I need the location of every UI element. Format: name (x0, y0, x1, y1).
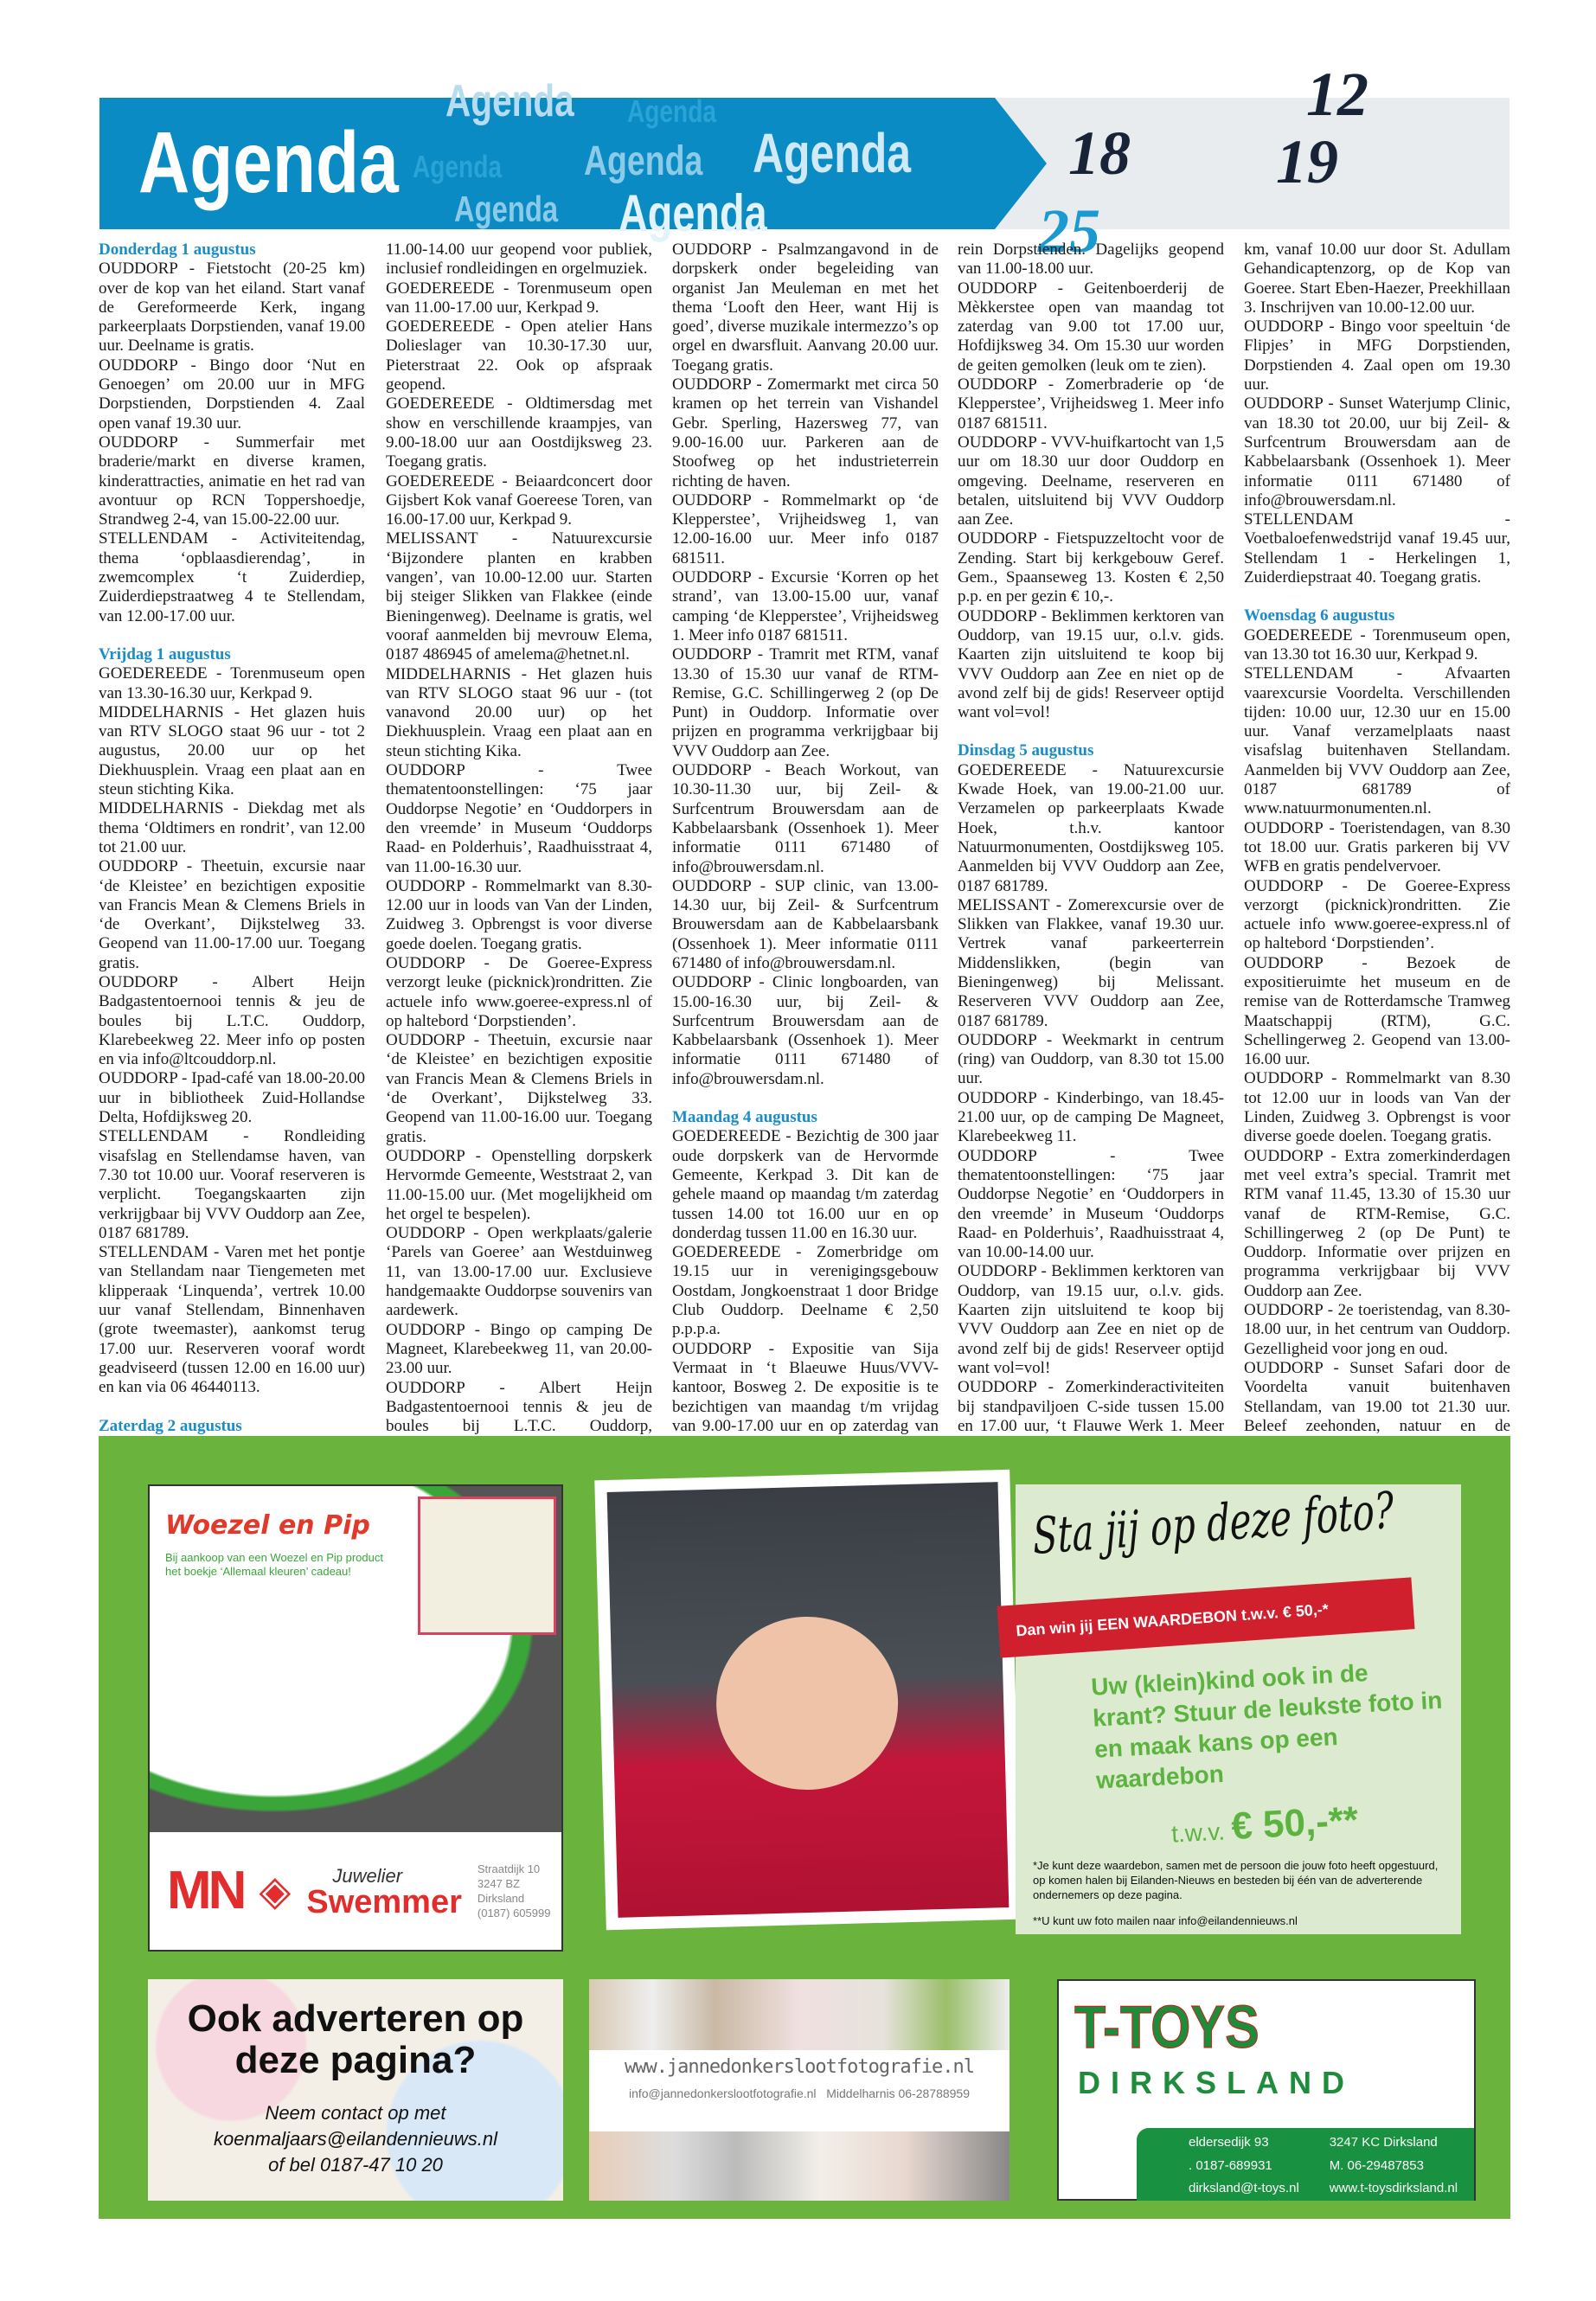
advertise-headline: Ook adverteren op deze pagina? (187, 1997, 524, 2081)
baby-photo (594, 1470, 1021, 1930)
agenda-item: OUDDORP - Kinderbingo, van 18.45-21.00 uur, op de camping De Magneet, Klarebeekweg 11. (958, 1088, 1224, 1146)
agenda-item: OUDDORP - Theetuin, excursie naar ‘de Kleistee’ en bezichtigen expositie van Francis Mean & Clemens Briels in ‘de Overkant’, Dijkstelweg 33. Geopend van 11.00-17.00 uur. Toegang gratis. (99, 857, 365, 972)
advertise-phone: of bel 0187-47 10 20 (268, 2154, 443, 2176)
banner-deco-text: Agenda (413, 149, 502, 184)
agenda-item: OUDDORP - Geitenboerderij de Mèkkerstee open van maandag tot zaterdag van 9.00 tot 17.00 uur, Hofdijksweg 34. Om 15.30 uur worden de geiten gemolken (leuk om te zien). (958, 279, 1224, 375)
agenda-item: OUDDORP - Twee thematentoonstellingen: ‘75 jaar Ouddorpse Negotie’ en ‘Ouddorpers in den vreemde’ in Museum ‘Ouddorps Raad- en Polderhuis’, Raadhuisstraat 4, van 10.00-14.00 uur. (958, 1146, 1224, 1262)
agenda-item: OUDDORP - Sunset Safari door de Voordelta vanuit buitenhaven Stellandam, van 19.00 tot 21.30 uur. Beleef zeehonden, natuur en de (1244, 1358, 1510, 1435)
agenda-item: OUDDORP - Clinic longboarden, van 15.00-16.30 uur, bij Zeil- & Surfcentrum Brouwersdam aan de Kabbelaarsbank (Ossenhoek 1). Meer informatie 0111 671480 of info@brouwersdam.nl. (672, 973, 939, 1088)
agenda-item: OUDDORP - Open werkplaats/galerie ‘Parels van Goeree’ aan Westduinweg 11, van 13.00-17.00 uur. Exclusieve handgemaakte Ouddorpse souvenirs van aardewerk. (386, 1224, 652, 1320)
contest-body: Uw (klein)kind ook in de krant? Stuur de leukste foto in en maak kans op een waardebon (1090, 1659, 1444, 1794)
photo-collage-bottom (589, 2131, 1010, 2201)
banner-deco-text: Agenda (445, 76, 574, 126)
agenda-item: OUDDORP - Excursie ‘Korren op het strand’, van 13.00-15.00 uur, vanaf camping ‘de Klepperstee’, Vrijheidsweg 1. Meer info 0187 681511. (672, 568, 939, 644)
ttoys-contact (1137, 2128, 1474, 2201)
woezel-pip-products-image (150, 1486, 561, 1832)
advertisement-section (99, 1436, 1510, 2219)
calendar-number: 12 (1306, 60, 1368, 129)
contact-line: . 0187-689931 (1189, 2157, 1272, 2173)
agenda-item: GOEDEREEDE - Open atelier Hans Dolieslager van 10.30-17.30 uur, Pieterstraat 22. Ook op afspraak geopend. (386, 317, 652, 394)
agenda-item: km, vanaf 10.00 uur door St. Adullam Gehandicaptenzorg, op de Kop van Goeree. Start Eben-Haezer, Preekhillaan 3. Inschrijven van 10.00-12.00 uur. (1244, 240, 1510, 317)
agenda-item: MELISSANT - Zomerexcursie over de Slikken van Flakkee, vanaf 19.30 uur. Vertrek vanaf parkeerterrein Middenslikken, (begin van Bieningenweg) bij Melissant. Reserveren VVV Ouddorp aan Zee, 0187 681789. (958, 895, 1224, 1030)
brand-prefix: Juwelier (332, 1865, 403, 1887)
agenda-item: OUDDORP - Psalmzangavond in de dorpskerk onder begeleiding van organist Jan Meuleman en met het thema ‘Looft den Heer, want Hij is goed’, diverse muzikale intermezzo’s op orgel en dwarsfluit. Aanvang 20.00 uur. Toegang gratis. (672, 240, 939, 375)
agenda-item: OUDDORP - Bingo op camping De Magneet, Klarebeekweg 11, van 20.00-23.00 uur. (386, 1320, 652, 1378)
agenda-item: GOEDEREEDE - Beiaardconcert door Gijsbert Kok vanaf Goereese Toren, van 16.00-17.00 uur, Kerkpad 9. (386, 471, 652, 529)
photographer-email: info@jannedonkerslootfotografie.nl (628, 2086, 817, 2100)
agenda-item: rein Dorpstienden. Dagelijks geopend van 11.00-18.00 uur. (958, 240, 1224, 279)
banner-deco-text: Agenda (584, 138, 703, 184)
baby-face (715, 1614, 901, 1791)
agenda-item: 11.00-14.00 uur geopend voor publiek, inclusief rondleidingen en orgelmuziek. (386, 240, 652, 279)
agenda-item: STELLENDAM - Rondleiding visafslag en Stellendamse haven, van 7.30 tot 10.00 uur. Vooraf reserveren is verplicht. Toegangskaarten zijn verkrijgbaar bij VVV Ouddorp aan Zee, 0187 681789. (99, 1127, 365, 1242)
agenda-item: OUDDORP - Albert Heijn Badgastentoernooi tennis & jeu de boules bij L.T.C. Ouddorp, (386, 1378, 652, 1436)
banner-deco-text: Agenda (454, 189, 559, 229)
woezel-tagline: Bij aankoop van een Woezel en Pip product het boekje ‘Allemaal kleuren’ cadeau! (165, 1551, 383, 1578)
ad-t-toys (1057, 1979, 1476, 2201)
agenda-item: OUDDORP - Weekmarkt in centrum (ring) van Ouddorp, van 8.30 tot 15.00 uur. (958, 1030, 1224, 1088)
agenda-column-1 (99, 240, 365, 1435)
agenda-item: OUDDORP - SUP clinic, van 13.00-14.30 uur, bij Zeil- & Surfcentrum Brouwersdam aan de Kabbelaarsbank (Ossenhoek 1). Meer informatie 0111 671480 of info@brouwersdam.nl. (672, 876, 939, 972)
brand-name: Swemmer (306, 1884, 462, 1920)
contact-line: M. 06-29487853 (1329, 2157, 1424, 2173)
photographer-url[interactable]: www.jannedonkerslootfotografie.nl (624, 2056, 975, 2078)
agenda-item: OUDDORP - De Goeree-Express verzorgt (picknick)rondritten. Zie actuele info www.goeree-express.nl of op haltebord ‘Dorpstienden’. (1244, 876, 1510, 953)
banner-deco-text: Agenda (619, 184, 767, 242)
agenda-item: OUDDORP - Toeristendagen, van 8.30 tot 18.00 uur. Gratis parkeren bij VV WFB en gratis pendelvervoer. (1244, 818, 1510, 876)
day-heading: Woensdag 6 augustus (1244, 606, 1395, 625)
agenda-item: OUDDORP - Sunset Waterjump Clinic, van 18.30 tot 20.00, uur bij Zeil- & Surfcentrum Brouwersdam aan de Kabbelaarsbank (Ossenhoek 1). Meer informatie 0111 671480 of info@brouwersdam.nl. (1244, 394, 1510, 510)
agenda-item: STELLENDAM - Voetbaloefenwedstrijd vanaf 19.45 uur, Stellendam 1 - Herkelingen 1, Zuiderdiepstraat 40. Toegang gratis. (1244, 510, 1510, 587)
contact-line: 3247 KC Dirksland (1329, 2135, 1438, 2150)
agenda-item: OUDDORP - Zomerkinderactiviteiten bij standpaviljoen C-side tussen 15.00 en 17.00 uur, ‘t Flauwe Werk 1. Meer (958, 1378, 1224, 1435)
agenda-column-5 (1244, 240, 1510, 1435)
agenda-item: GOEDEREEDE - Torenmuseum open van 13.30-16.30 uur, Kerkpad 9. (99, 664, 365, 702)
calendar-number: 25 (1038, 196, 1100, 266)
agenda-item: MIDDELHARNIS - Diekdag met als thema ‘Oldtimers en rondrit’, van 12.00 tot 21.00 uur. (99, 799, 365, 856)
calendar-number: 18 (1068, 119, 1131, 188)
agenda-item: OUDDORP - Zomerbraderie op ‘de Klepperstee’, Vrijheidsweg 1. Meer info 0187 681511. (958, 375, 1224, 433)
agenda-item: STELLENDAM - Varen met het pontje van Stellandam naar Tiengemeten met klipperaak ‘Linquenda’, vertrek 10.00 uur vanaf Stellendam, Binnenhaven (grote tweemaster), aankomst terug 17.00 uur. Reserveren vooraf wordt geadviseerd (tussen 12.00 en 16.00 uur) en kan via 06 46440113. (99, 1243, 365, 1397)
agenda-item: OUDDORP - Bingo voor speeltuin ‘de Flipjes’ in MFG Dorpstienden, Dorpstienden 4. Zaal open om 19.30 uur. (1244, 317, 1510, 394)
banner-deco-text: Agenda (627, 93, 716, 129)
twv-label: t.w.v. (1170, 1817, 1226, 1848)
calendar-number: 19 (1276, 127, 1338, 196)
day-heading: Zaterdag 2 augustus (99, 1416, 242, 1435)
diamond-icon: ◈ (259, 1868, 292, 1914)
contact-line: dirksland@t-toys.nl (1189, 2181, 1299, 2196)
agenda-item: GOEDEREEDE - Natuurexcursie Kwade Hoek, van 19.00-21.00 uur. Verzamelen op parkeerplaats Kwade Hoek, t.h.v. kantoor Natuurmonumenten, Oostdijksweg 105. Aanmelden bij VVV Ouddorp aan Zee, 0187 681789. (958, 760, 1224, 895)
agenda-item: OUDDORP - Bingo door ‘Nut en Genoegen’ om 20.00 uur in MFG Dorpstienden, Dorpstienden 4. Zaal open vanaf 19.30 uur. (99, 356, 365, 433)
ttoys-town: DIRKSLAND (1078, 2065, 1355, 2100)
agenda-item: OUDDORP - Expositie van Sija Vermaat in ‘t Blaeuwe Huus/VVV-kantoor, Bosweg 2. De expositie is te bezichtigen van maandag t/m vrijdag van 9.00-17.00 uur en op zaterdag van (672, 1339, 939, 1435)
agenda-item: OUDDORP - Extra zomerkinderdagen met veel extra’s special. Tramrit met RTM vanaf 11.45, 13.30 of 15.30 uur vanaf de RTM-Remise, G.C. Schillingerweg 2 (op De Punt) te Ouddorp. Informatie over prijzen en programma verkrijgbaar bij VVV Ouddorp aan Zee. (1244, 1146, 1510, 1300)
photographer-phone: Middelharnis 06-28788959 (826, 2086, 971, 2100)
agenda-column-3 (672, 240, 939, 1435)
address-line: (0187) 605999 (477, 1907, 551, 1920)
agenda-item: OUDDORP - Beklimmen kerktoren van Ouddorp, van 19.15 uur, o.l.v. gids. Kaarten zijn uitsluitend te koop bij VVV Ouddorp aan Zee en niet op de avond zelf bij de gids! Reserveer optijd want vol=vol! (958, 606, 1224, 722)
day-heading: Donderdag 1 augustus (99, 240, 256, 259)
address-line: Straatdijk 10 (477, 1862, 541, 1875)
agenda-item: OUDDORP - Rommelmarkt op ‘de Klepperstee’, Vrijheidsweg 1, van 12.00-16.00 uur. Meer info 0187 681511. (672, 490, 939, 567)
agenda-item: OUDDORP - De Goeree-Express verzorgt leuke (picknick)rondritten. Zie actuele info www.goeree-express.nl of op haltebord ‘Dorpstienden’. (386, 953, 652, 1030)
agenda-item: GOEDEREEDE - Oldtimersdag met show en verschillende kraampjes, van 9.00-18.00 uur aan Oostdijksweg 23. Toegang gratis. (386, 394, 652, 471)
ad-advertise-here (148, 1979, 563, 2201)
agenda-item: GOEDEREEDE - Bezichtig de 300 jaar oude dorpskerk van de Hervormde Gemeente, Kerkpad 3. Dit kan de gehele maand op maandag t/m zaterdag tussen 14.00 tot 16.00 uur en op donderdag tussen 11.00 en 16.30 uur. (672, 1127, 939, 1242)
contest-banner: Dan win jij EEN WAARDEBON t.w.v. € 50,-* (997, 1577, 1414, 1657)
banner-deco-text: Agenda (753, 122, 912, 184)
photo-contest-box (1015, 1480, 1461, 1934)
agenda-item: GOEDEREEDE - Zomerbridge om 19.15 uur in verenigingsgebouw Oostdam, Jongkoenstraat 1 door Bridge Club Ouddorp. Deelname € 2,50 p.p.p.a. (672, 1243, 939, 1339)
address-line: 3247 BZ Dirksland (477, 1877, 525, 1905)
agenda-item: OUDDORP - Summerfair met braderie/markt en diverse kramen, kinderattracties, animatie en het rad van avontuur op RCN Toppershoedje, Strandweg 2-4, van 15.00-22.00 uur. (99, 433, 365, 529)
advertise-email[interactable]: koenmaljaars@eilandennieuws.nl (213, 2128, 498, 2150)
contest-email-note: **U kunt uw foto mailen naar info@eilandennieuws.nl (1033, 1914, 1298, 1927)
swemmer-logo-mark: MN (167, 1861, 244, 1920)
advertise-contact: Neem contact op met (265, 2102, 446, 2124)
agenda-item: GOEDEREEDE - Torenmuseum open van 11.00-17.00 uur, Kerkpad 9. (386, 279, 652, 317)
swemmer-address (478, 1862, 561, 1920)
agenda-item: OUDDORP - Albert Heijn Badgastentoernooi tennis & jeu de boules bij L.T.C. Ouddorp, Klarebeekweg 22. Meer info op posten en via info@ltcouddorp.nl. (99, 972, 365, 1069)
ttoys-logo: T-TOYS (1074, 1993, 1259, 2061)
ad-photographer (589, 1979, 1010, 2201)
contest-headline: Sta jij op deze foto? (1031, 1480, 1395, 1566)
contest-prize (1170, 1799, 1360, 1855)
woezel-pip-logo: Woezel en Pip (165, 1510, 370, 1541)
agenda-item: OUDDORP - Beach Workout, van 10.30-11.30 uur, bij Zeil- & Surfcentrum Brouwersdam aan de Kabbelaarsbank (Ossenhoek 1). Meer informatie 0111 671480 of info@brouwersdam.nl. (672, 761, 939, 876)
contact-line: eldersedijk 93 (1189, 2135, 1269, 2150)
prize-amount: € 50,-** (1230, 1798, 1360, 1848)
agenda-item: OUDDORP - Twee thematentoonstellingen: ‘75 jaar Ouddorpse Negotie’ en ‘Ouddorpers in den vreemde’ in Museum ‘Ouddorps Raad- en Polderhuis’, Raadhuisstraat 4, van 11.00-16.30 uur. (386, 761, 652, 876)
ad-juwelier-swemmer (148, 1484, 563, 1952)
agenda-item: OUDDORP - Openstelling dorpskerk Hervormde Gemeente, Weststraat 2, van 11.00-15.00 uur. (Met mogelijkheid om het orgel te bespelen). (386, 1146, 652, 1223)
agenda-item: OUDDORP - Theetuin, excursie naar ‘de Kleistee’ en bezichtigen expositie van Francis Mean & Clemens Briels in ‘de Overkant’, Dijkstelweg 33. Geopend van 11.00-16.00 uur. Toegang gratis. (386, 1031, 652, 1146)
page-title: Agenda (138, 114, 399, 211)
agenda-item: MELISSANT - Natuurexcursie ‘Bijzondere planten en krabben vangen’, van 10.00-12.00 uur. Starten bij steiger Slikken van Flakkee (einde Bieningenweg). Deelname is gratis, wel vooraf aanmelden bij mevrouw Elema, 0187 486945 of amelema@hetnet.nl. (386, 529, 652, 664)
agenda-item: STELLENDAM - Afvaarten vaarexcursie Voordelta. Verschillenden tijden: 10.00 uur, 12.30 uur en 15.00 uur. Vanaf verzamelplaats naast visafslag buitenhaven Stellandam. Aanmelden bij VVV Ouddorp aan Zee, 0187 681789 of www.natuurmonumenten.nl. (1244, 664, 1510, 818)
agenda-item: OUDDORP - Rommelmarkt van 8.30-12.00 uur in loods van Van der Linden, Zuidweg 3. Opbrengst is voor diverse goede doelen. Toegang gratis. (386, 876, 652, 953)
agenda-item: OUDDORP - Tramrit met RTM, vanaf 13.30 of 15.30 uur vanaf de RTM-Remise, G.C. Schillingerweg 2 (op De Punt) in Ouddorp. Informatie over prijzen en programma verkrijgbaar bij VVV Ouddorp aan Zee. (672, 645, 939, 760)
agenda-item: OUDDORP - Fietspuzzeltocht voor de Zending. Start bij kerkgebouw Geref. Gem., Spaanseweg 13. Kosten € 2,50 p.p. en per gezin € 10,-. (958, 529, 1224, 606)
agenda-item: OUDDORP - 2e toeristendag, van 8.30-18.00 uur, in het centrum van Ouddorp. Gezelligheid voor jong en oud. (1244, 1301, 1510, 1358)
agenda-column-2 (386, 240, 652, 1436)
contest-footnote: *Je kunt deze waardebon, samen met de persoon die jouw foto heeft opgestuurd, op komen halen bij Eilanden-Nieuws en besteden bij één van de adverterende ondernemers op deze pagina. (1033, 1859, 1439, 1901)
contact-line: www.t-toysdirksland.nl (1329, 2181, 1458, 2196)
agenda-item: OUDDORP - Beklimmen kerktoren van Ouddorp, van 19.15 uur, o.l.v. gids. Kaarten zijn uitsluitend te koop bij VVV Ouddorp aan Zee en niet op de avond zelf bij de gids! Reserveer optijd want vol=vol! (958, 1262, 1224, 1377)
day-heading: Vrijdag 1 augustus (99, 644, 231, 663)
agenda-item: OUDDORP - Bezoek de expositieruimte het museum en de remise van de Rotterdamsche Tramweg Maatschappij (RTM), G.C. Schellingerweg 2. Geopend van 13.00-16.00 uur. (1244, 953, 1510, 1069)
photo-collage-top (589, 1979, 1010, 2050)
agenda-item: OUDDORP - Fietstocht (20-25 km) over de kop van het eiland. Start vanaf de Gereformeerde Kerk, ingang parkeerplaats Dorpstienden, vanaf 19.00 uur. Deelname is gratis. (99, 260, 365, 356)
agenda-item: OUDDORP - Zomermarkt met circa 50 kramen op het terrein van Vishandel Gebr. Sperling, Hazersweg 77, van 9.00-16.00 uur. Parkeren aan de Stoofweg op het industrieterrein richting de haven. (672, 375, 939, 490)
agenda-item: OUDDORP - Rommelmarkt van 8.30 tot 12.00 uur in loods van Van der Linden, Zuidweg 3. Opbrengst is voor diverse goede doelen. Toegang gratis. (1244, 1069, 1510, 1146)
agenda-item: OUDDORP - Ipad-café van 18.00-20.00 uur in bibliotheek Zuid-Hollandse Delta, Hofdijksweg 20. (99, 1069, 365, 1127)
agenda-item: OUDDORP - VVV-huifkartocht van 1,5 uur om 18.30 uur door Ouddorp en omgeving. Deelname, reserveren en betalen, uitsluitend bij VVV Ouddorp aan Zee. (958, 433, 1224, 529)
day-heading: Maandag 4 augustus (672, 1108, 817, 1127)
agenda-item: MIDDELHARNIS - Het glazen huis van RTV SLOGO staat 96 uur - tot 2 augustus, 20.00 uur op het Diekhuusplein. Vraag een plaat aan en steun stichting Kika. (99, 702, 365, 799)
coloring-book-image (418, 1497, 556, 1635)
day-heading: Dinsdag 5 augustus (958, 741, 1094, 760)
agenda-item: MIDDELHARNIS - Het glazen huis van RTV SLOGO staat 96 uur - (tot vanavond 20.00 uur) op het Diekhuusplein. Vraag een plaat aan en steun stichting Kika. (386, 664, 652, 760)
agenda-item: STELLENDAM - Activiteitendag, thema ‘opblaasdierendag’, in zwemcomplex ‘t Zuiderdiep, Zuiderdiepstraatweg 4 te Stellendam, van 12.00-17.00 uur. (99, 529, 365, 625)
agenda-item: GOEDEREEDE - Torenmuseum open, van 13.30 tot 16.30 uur, Kerkpad 9. (1244, 625, 1510, 663)
agenda-column-4 (958, 240, 1224, 1435)
